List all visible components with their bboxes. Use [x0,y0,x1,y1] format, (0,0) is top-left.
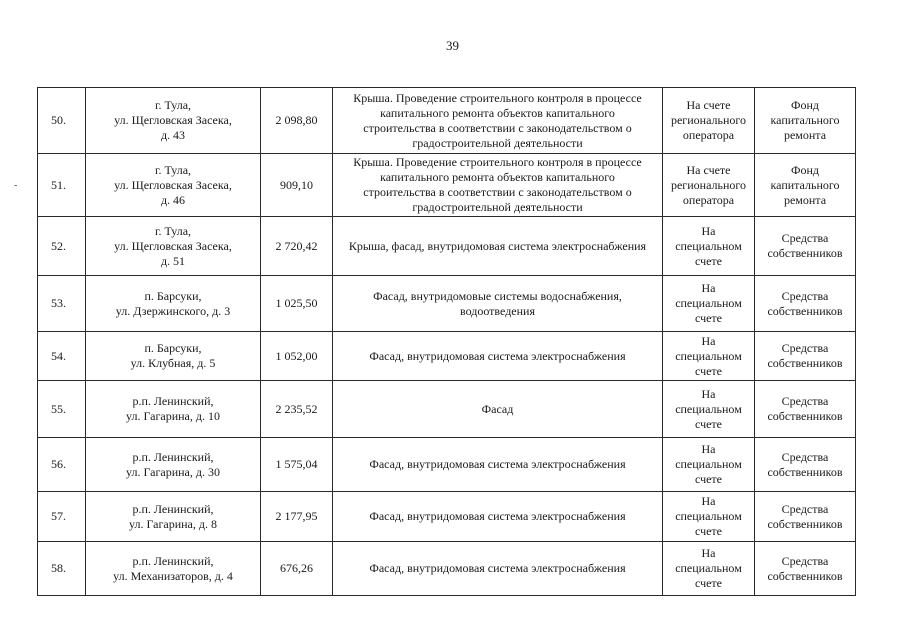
row-number: 51. [38,154,86,217]
account-cell-line: счете [694,311,723,325]
account-cell-line: На [701,281,716,295]
address-cell-line: г. Тула, [154,162,192,177]
address-cell [86,154,261,217]
work-cell [333,381,663,438]
area-cell: 676,26 [261,542,333,596]
address-cell-line: р.п. Ленинский, [132,394,214,408]
account-cell-line: специальном [675,238,742,253]
work-cell-line: Фасад [481,401,514,416]
account-cell-line: специальном [675,296,742,310]
work-cell [333,276,663,332]
account-cell-line: На [701,386,716,401]
address-cell-line: р.п. Ленинский, [132,553,214,568]
address-cell [86,88,261,154]
account-cell [663,276,755,332]
work-cell-line: капитального ремонта объектов капитального [380,170,615,184]
work-cell-line: Фасад, внутридомовая система электроснабжения [369,348,626,363]
fund-cell-line: собственников [767,409,843,423]
row-number: 55. [38,381,86,438]
account-cell-line: На [701,494,716,508]
table-row [38,217,856,276]
account-cell [663,492,755,542]
table-row [38,276,856,332]
account-cell-line: счете [694,472,723,486]
work-cell-line: строительства в соответствии с законодательством о [363,120,632,135]
work-cell-line: Крыша. Проведение строительного контроля в процессе [353,90,642,105]
address-cell-line: д. 46 [160,192,186,207]
area-cell: 2 098,80 [261,88,333,154]
page-number: 39 [446,38,459,53]
account-cell-line: специальном [675,561,742,575]
table-row [38,332,856,381]
account-cell-line: счете [694,253,723,268]
account-cell [663,542,755,596]
work-cell-line: Фасад, внутридомовая система электроснабжения [369,509,626,523]
work-cell-line: Крыша, фасад, внутридомовая система электроснабжения [348,238,647,253]
fund-cell-line: капитального [770,177,840,192]
address-cell-line: ул. Щегловская Засека, [114,238,232,253]
address-cell-line: ул. Механизаторов, д. 4 [113,568,233,583]
address-cell [86,332,261,381]
row-number: 56. [38,438,86,492]
table-row [38,438,856,492]
address-cell-line: ул. Щегловская Засека, [114,113,232,127]
fund-cell-line: ремонта [783,192,827,207]
address-cell-line: п. Барсуки, [144,341,202,355]
fund-cell-line: Средства [781,449,829,464]
address-cell-line: ул. Гагарина, д. 30 [126,464,220,479]
table-row [38,154,856,217]
fund-cell [755,438,856,492]
work-cell [333,438,663,492]
work-cell-line: Фасад, внутридомовые системы водоснабжения, [373,288,622,303]
fund-cell [755,88,856,154]
account-cell-line: регионального [670,113,747,127]
account-cell [663,217,755,276]
fund-cell-line: собственников [767,356,843,370]
fund-cell [755,332,856,381]
table-row [38,381,856,438]
work-cell [333,332,663,381]
work-cell-line: градостроительной деятельности [412,200,583,214]
address-cell [86,217,261,276]
fund-cell-line: капитального [770,113,840,127]
row-number: 58. [38,542,86,596]
area-cell: 1 025,50 [261,276,333,332]
row-number: 52. [38,217,86,276]
work-cell [333,217,663,276]
work-cell-line: водоотведения [460,303,535,318]
address-cell-line: р.п. Ленинский, [132,449,214,464]
account-cell [663,332,755,381]
fund-cell [755,217,856,276]
address-cell-line: д. 43 [160,128,186,142]
account-cell-line: На счете [686,98,731,112]
account-cell-line: специальном [675,348,742,363]
fund-cell-line: собственников [767,568,843,583]
area-cell: 1 052,00 [261,332,333,381]
work-cell-line: капитального ремонта объектов капитального [380,105,615,120]
address-cell-line: г. Тула, [154,223,192,238]
work-cell-line: Крыша. Проведение строительного контроля в процессе [353,155,642,169]
area-cell: 2 720,42 [261,217,333,276]
row-number: 54. [38,332,86,381]
account-cell-line: На [701,546,716,560]
area-cell: 2 177,95 [261,492,333,542]
fund-cell [755,492,856,542]
address-cell-line: ул. Гагарина, д. 10 [126,409,220,423]
address-cell-line: ул. Клубная, д. 5 [130,356,216,370]
account-cell-line: счете [694,576,723,590]
fund-cell-line: собственников [767,516,843,531]
repair-register-table [37,87,856,596]
address-cell [86,276,261,332]
fund-cell-line: Средства [781,341,829,355]
address-cell-line: ул. Щегловская Засека, [114,177,232,192]
account-cell-line: На счете [686,162,731,177]
address-cell-line: г. Тула, [154,98,192,112]
address-cell [86,381,261,438]
address-cell-line: ул. Дзержинского, д. 3 [115,303,231,318]
work-cell-line: градостроительной деятельности [412,135,583,150]
work-cell-line: Фасад, внутридомовая система электроснабжения [369,457,626,471]
work-cell [333,88,663,154]
margin-mark: - [14,180,18,191]
fund-cell-line: Фонд [790,162,819,177]
table-body [38,88,856,596]
account-cell-line: счете [694,416,723,431]
area-cell: 2 235,52 [261,381,333,438]
work-cell-line: строительства в соответствии с законодательством о [363,185,632,199]
table-row [38,492,856,542]
account-cell-line: оператора [682,128,735,142]
table-row [38,542,856,596]
address-cell [86,438,261,492]
fund-cell-line: собственников [767,246,843,260]
account-cell [663,381,755,438]
fund-cell-line: Средства [781,231,829,245]
fund-cell-line: Средства [781,501,829,516]
address-cell-line: р.п. Ленинский, [132,501,214,516]
area-cell: 1 575,04 [261,438,333,492]
fund-cell-line: собственников [767,303,843,318]
account-cell-line: специальном [675,509,742,523]
account-cell-line: специальном [675,401,742,416]
address-cell-line: д. 51 [160,253,186,268]
work-cell-line: Фасад, внутридомовая система электроснабжения [369,561,626,575]
account-cell [663,154,755,217]
fund-cell [755,276,856,332]
table-row [38,88,856,154]
fund-cell [755,542,856,596]
work-cell [333,492,663,542]
account-cell-line: специальном [675,457,742,471]
fund-cell-line: Средства [781,553,829,568]
fund-cell [755,381,856,438]
address-cell-line: п. Барсуки, [144,288,202,303]
account-cell-line: На [701,442,716,456]
row-number: 57. [38,492,86,542]
work-cell [333,542,663,596]
address-cell-line: ул. Гагарина, д. 8 [129,516,217,531]
fund-cell-line: собственников [767,464,843,479]
work-cell [333,154,663,217]
account-cell-line: счете [694,363,723,378]
row-number: 53. [38,276,86,332]
account-cell-line: оператора [682,192,735,207]
area-cell: 909,10 [261,154,333,217]
address-cell [86,492,261,542]
account-cell-line: регионального [670,177,747,192]
fund-cell-line: Средства [781,394,829,408]
fund-cell-line: ремонта [783,128,827,142]
fund-cell-line: Средства [781,288,829,303]
address-cell [86,542,261,596]
fund-cell-line: Фонд [790,98,819,112]
account-cell-line: На [701,223,716,238]
account-cell-line: счете [694,524,723,538]
fund-cell [755,154,856,217]
account-cell-line: На [701,333,716,348]
account-cell [663,438,755,492]
row-number: 50. [38,88,86,154]
account-cell [663,88,755,154]
